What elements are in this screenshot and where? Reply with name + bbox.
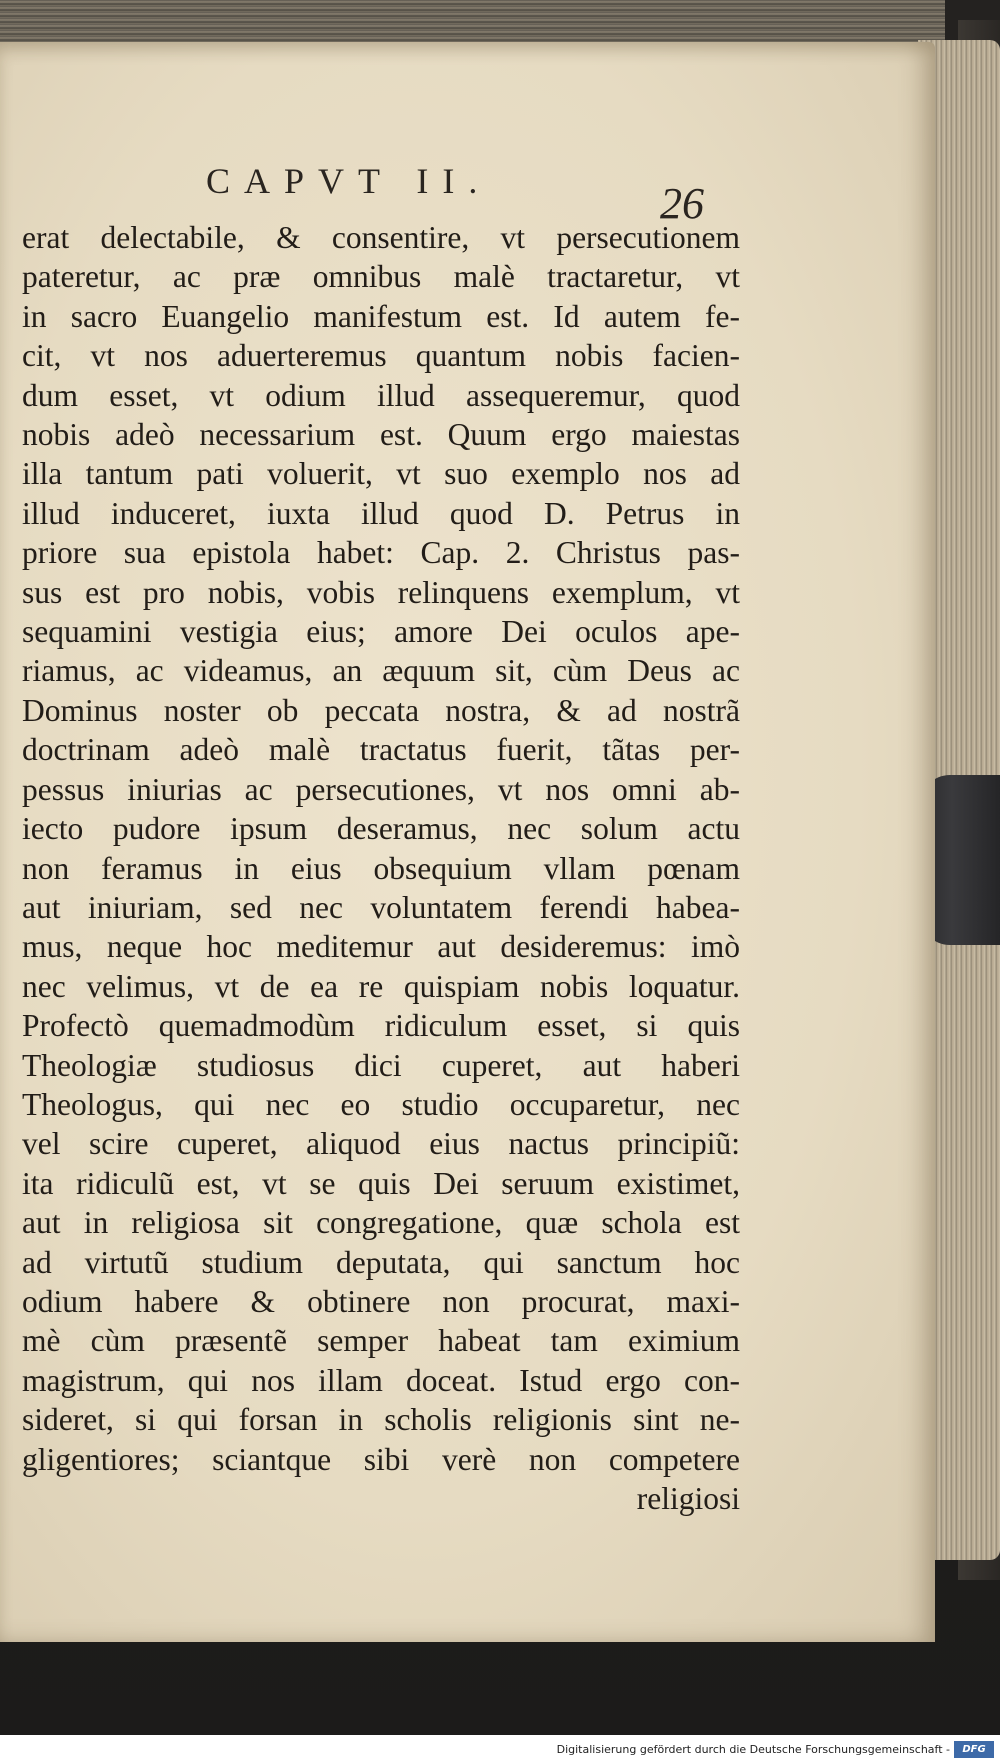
text-line: magistrum, qui nos illam doceat. Istud ergo con- — [22, 1362, 740, 1398]
text-line: aut in religiosa sit congregatione, quæ schola est — [22, 1205, 740, 1241]
running-head: CAPVT II. — [206, 161, 492, 201]
text-line: riamus, ac videamus, an æquum sit, cùm Deus ac — [22, 653, 740, 689]
text-line: nobis adeò necessarium est. Quum ergo maiestas — [22, 417, 740, 453]
catchword: religiosi — [636, 1481, 740, 1516]
text-line: illa tantum pati voluerit, vt suo exemplo nos ad — [22, 456, 740, 492]
text-line: nec velimus, vt de ea re quispiam nobis loquatur. — [22, 968, 740, 1004]
text-line: mè cùm præsentẽ semper habeat tam eximium — [22, 1323, 740, 1359]
text-line: cit, vt nos aduerteremus quantum nobis facien- — [22, 338, 740, 374]
digitization-footer — [0, 1735, 1000, 1764]
dfg-logo-icon: DFG — [954, 1741, 994, 1758]
text-line: vel scire cuperet, aliquod eius nactus principiũ: — [22, 1126, 740, 1162]
text-line: Profectò quemadmodùm ridiculum esset, si quis — [22, 1008, 740, 1044]
text-line: iecto pudore ipsum deseramus, nec solum actu — [22, 811, 740, 847]
funding-credit: Digitalisierung gefördert durch die Deutsche Forschungsgemeinschaft - — [556, 1743, 950, 1756]
text-line: doctrinam adeò malè tractatus fuerit, tãtas per- — [22, 732, 740, 768]
text-line: odium habere & obtinere non procurat, maxi- — [22, 1283, 740, 1319]
page-number: 26 — [660, 179, 704, 228]
book-page — [0, 42, 935, 1642]
text-line: mus, neque hoc meditemur aut desideremus: imò — [22, 929, 740, 965]
text-line: sequamini vestigia eius; amore Dei oculos ape- — [22, 614, 740, 650]
text-line: gligentiores; sciantque sibi verè non competere — [22, 1441, 740, 1477]
text-line: sus est pro nobis, vobis relinquens exemplum, vt — [22, 574, 740, 610]
text-line: priore sua epistola habet: Cap. 2. Christus pas- — [22, 535, 740, 571]
text-line: dum esset, vt odium illud assequeremur, quod — [22, 377, 740, 413]
text-line: erat delectabile, & consentire, vt persecutionem — [22, 220, 740, 255]
text-line: pateretur, ac præ omnibus malè tractaretur, vt — [22, 259, 740, 295]
text-line: pessus iniurias ac persecutiones, vt nos omni ab- — [22, 771, 740, 807]
text-line: Dominus noster ob peccata nostra, & ad nostrã — [22, 692, 740, 728]
text-line: ita ridiculũ est, vt se quis Dei seruum existimet, — [22, 1165, 740, 1201]
text-line: illud induceret, iuxta illud quod D. Petrus in — [22, 495, 740, 531]
text-line: sideret, si qui forsan in scholis religionis sint ne- — [22, 1402, 740, 1438]
text-line: ad virtutũ studium deputata, qui sanctum hoc — [22, 1244, 740, 1280]
text-line: in sacro Euangelio manifestum est. Id autem fe- — [22, 298, 740, 334]
body-text — [22, 218, 740, 1518]
text-line: Theologiæ studiosus dici cuperet, aut haberi — [22, 1047, 740, 1083]
text-line: aut iniuriam, sed nec voluntatem ferendi habea- — [22, 889, 740, 925]
text-line: non feramus in eius obsequium vllam pœnam — [22, 850, 740, 886]
text-line: Theologus, qui nec eo studio occuparetur, nec — [22, 1086, 740, 1122]
